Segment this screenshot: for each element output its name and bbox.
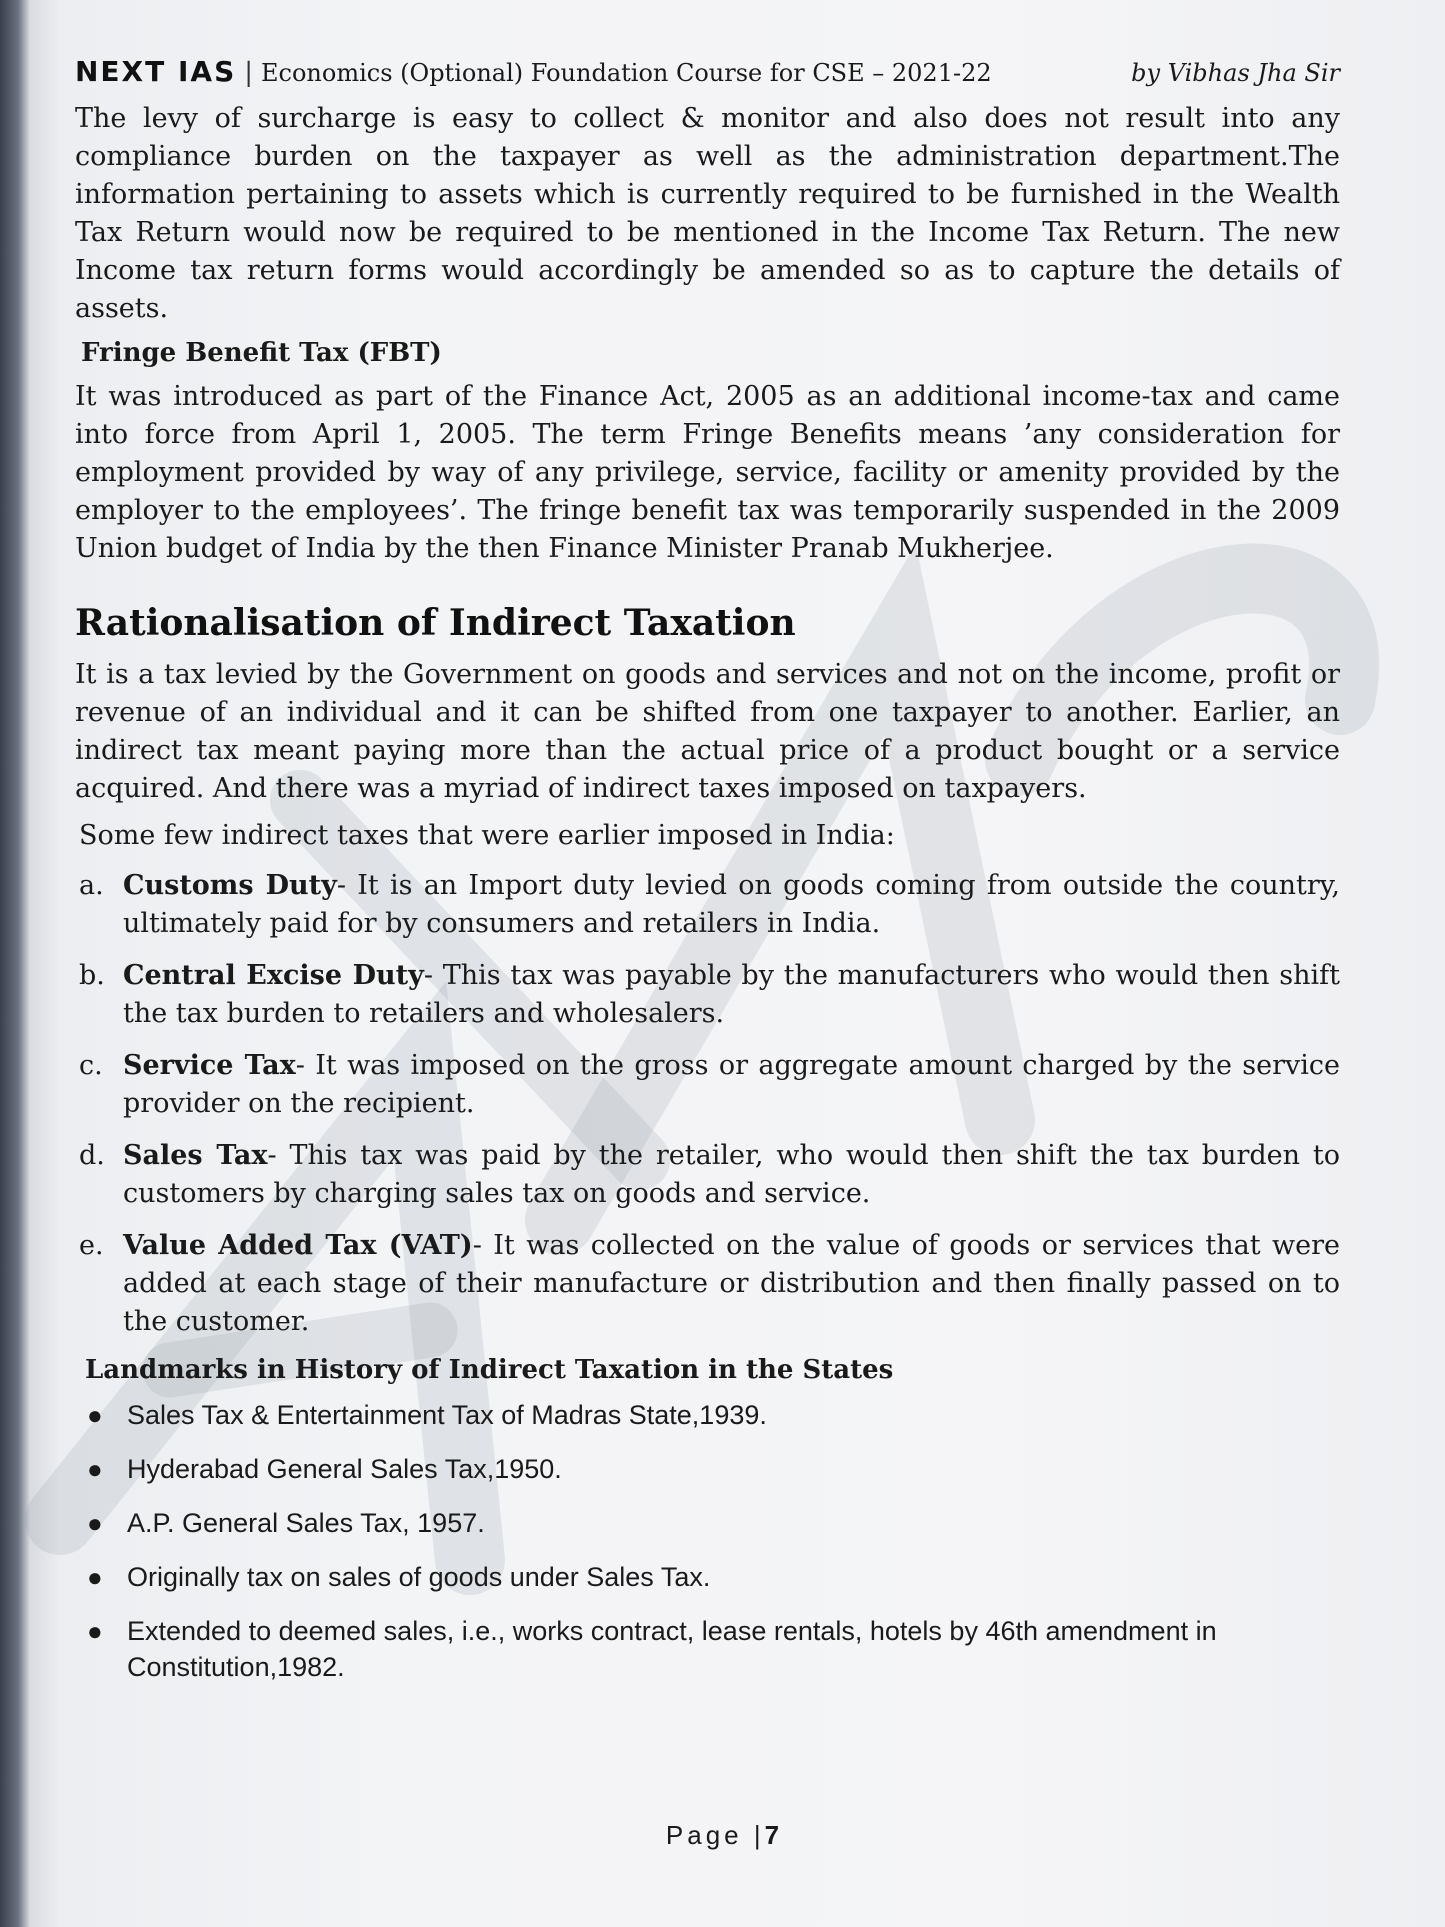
page-header [75,55,1340,88]
list-term: Customs Duty [123,870,337,901]
list-item [75,1227,1340,1341]
bullet-icon: ● [87,1400,103,1430]
bullet-icon: ● [87,1562,103,1592]
bullet-icon: ● [87,1454,103,1484]
list-text: - This tax was payable by the manufacturers who would then shift the tax burden to retailers and wholesalers. [123,960,1340,1029]
footer-separator: | [753,1820,765,1850]
brand-logo: NEXT IAS [75,55,237,88]
list-item [75,1137,1340,1213]
list-item [75,1559,1340,1595]
list-item [75,1397,1340,1433]
list-marker: b. [79,960,105,991]
surcharge-paragraph: The levy of surcharge is easy to collect & monitor and also does not result into any compliance burden on the taxpayer as well as the administration department.The information pertaining to assets which is currently required to be furnished in the Wealth Tax Return would now be required to be mentioned in the Income Tax Return. The new Income tax return forms would accordingly be amended so as to capture the details of assets. [75,103,1340,324]
list-item [75,1505,1340,1541]
page-content [75,55,1340,1703]
landmark-text: A.P. General Sales Tax, 1957. [127,1508,485,1538]
bullet-icon: ● [87,1508,103,1538]
page-label: Page [665,1820,743,1850]
author-credit: by Vibhas Jha Sir [1131,59,1340,87]
header-separator: | [244,58,254,88]
list-text: - It was imposed on the gross or aggregate amount charged by the service provider on the recipient. [123,1050,1341,1119]
list-text: - It is an Import duty levied on goods coming from outside the country, ultimately paid for by consumers and retailers in India. [123,870,1340,939]
list-item [75,1451,1340,1487]
landmark-text: Sales Tax & Entertainment Tax of Madras State,1939. [127,1400,767,1430]
page-footer [0,1820,1445,1851]
fbt-heading: Fringe Benefit Tax (FBT) [81,338,442,368]
bullet-icon: ● [87,1616,103,1646]
course-title: Economics (Optional) Foundation Course for CSE – 2021-22 [261,59,992,87]
fbt-paragraph: It was introduced as part of the Finance Act, 2005 as an additional income-tax and came into force from April 1, 2005. The term Fringe Benefits means ’any consideration for employment provided by way of any privilege, service, facility or amenity provided by the employer to the employees’. The fringe benefit tax was temporarily suspended in the 2009 Union budget of India by the then Finance Minister Pranab Mukherjee. [75,381,1340,564]
landmark-text: Originally tax on sales of goods under Sales Tax. [127,1562,711,1592]
list-term: Value Added Tax (VAT) [123,1230,473,1261]
list-item [75,867,1340,943]
list-marker: e. [79,1230,104,1261]
list-item [75,957,1340,1033]
list-marker: d. [79,1140,105,1171]
indirect-tax-paragraph: It is a tax levied by the Government on goods and services and not on the income, profit or revenue of an individual and it can be shifted from one taxpayer to another. Earlier, an indirect tax meant paying more than the actual price of a product bought or a service acquired. And there was a myriad of indirect taxes imposed on taxpayers. [75,659,1340,804]
indirect-tax-list [75,867,1340,1341]
list-marker: c. [79,1050,103,1081]
list-item [75,1047,1340,1123]
section-heading: Rationalisation of Indirect Taxation [75,602,796,644]
list-marker: a. [79,870,104,901]
page-number: 7 [764,1820,780,1850]
landmark-text: Extended to deemed sales, i.e., works contract, lease rentals, hotels by 46th amendment in Constitution,1982. [127,1616,1217,1682]
list-term: Central Excise Duty [123,960,424,991]
list-item [75,1613,1340,1685]
list-text: - It was collected on the value of goods or services that were added at each stage of their manufacture or distribution and then finally passed on to the customer. [123,1230,1340,1337]
list-text: - This tax was paid by the retailer, who would then shift the tax burden to customers by charging sales tax on goods and service. [123,1140,1340,1209]
list-term: Sales Tax [123,1140,268,1171]
landmark-text: Hyderabad General Sales Tax,1950. [127,1454,562,1484]
landmarks-list [75,1397,1340,1685]
tax-list-intro: Some few indirect taxes that were earlier imposed in India: [79,820,895,851]
header-left [75,55,992,88]
landmarks-heading: Landmarks in History of Indirect Taxation in the States [85,1355,894,1385]
list-term: Service Tax [123,1050,296,1081]
